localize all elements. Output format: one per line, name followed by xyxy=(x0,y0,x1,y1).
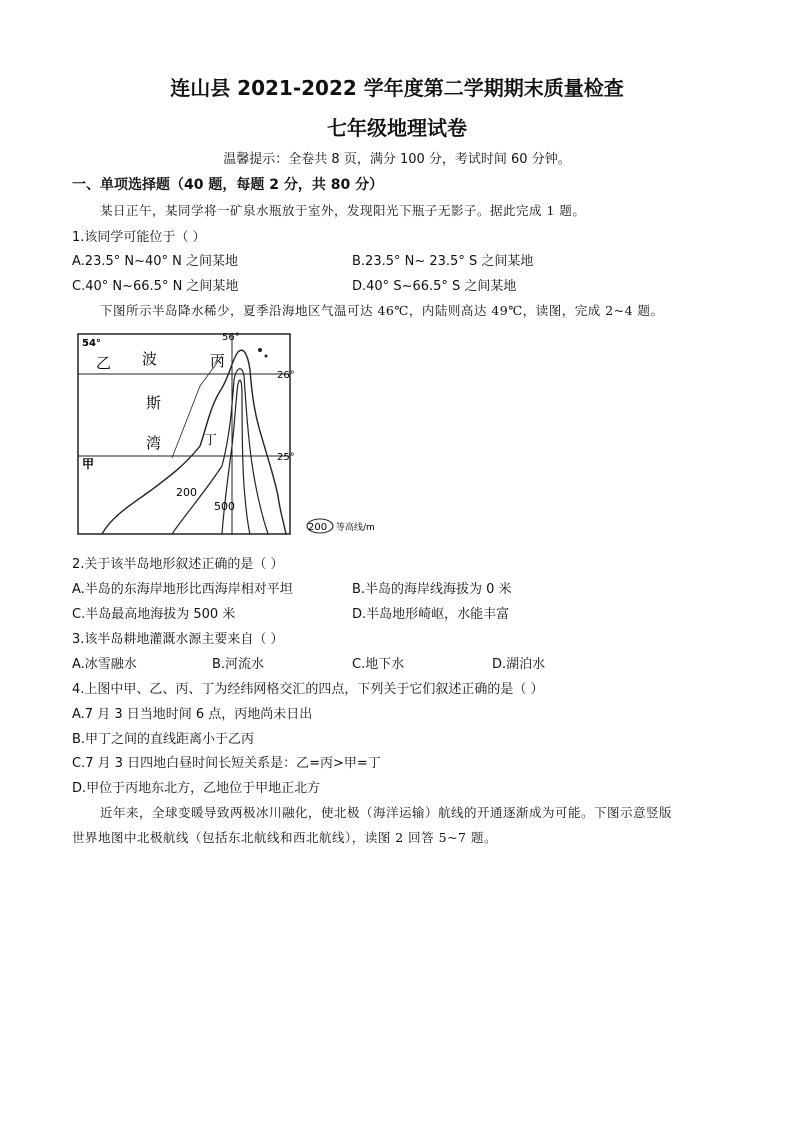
q4-option-d: D.甲位于丙地东北方，乙地位于甲地正北方 xyxy=(72,781,321,796)
q4-stem: 4.上图中甲、乙、丙、丁为经纬网格交汇的四点，下列关于它们叙述正确的是（ ） xyxy=(72,682,544,697)
q4-option-a: A.7 月 3 日当地时间 6 点，丙地尚未日出 xyxy=(72,707,313,722)
q2-option-d: D.半岛地形崎岖，水能丰富 xyxy=(352,607,510,622)
q2-option-a: A.半岛的东海岸地形比西海岸相对平坦 xyxy=(72,582,293,597)
legend-text: 等高线/m xyxy=(336,523,375,533)
q3-option-d: D.湖泊水 xyxy=(492,657,546,672)
q5-7-intro-line2: 世界地图中北极航线（包括东北航线和西北航线），读图 2 回答 5~7 题。 xyxy=(72,830,497,845)
label-yi: 乙 xyxy=(96,354,112,372)
label-bo: 波 xyxy=(142,350,158,368)
section-heading: 一、单项选择题（40 题，每题 2 分，共 80 分） xyxy=(72,177,384,193)
q4-option-c: C.7 月 3 日四地白昼时间长短关系是：乙=丙>甲=丁 xyxy=(72,756,381,771)
q1-option-b: B.23.5° N~ 23.5° S 之间某地 xyxy=(352,254,534,269)
label-contour-200: 200 xyxy=(176,486,197,499)
q1-stem: 1.该同学可能位于（ ） xyxy=(72,230,206,245)
exam-tip: 温馨提示：全卷共 8 页，满分 100 分，考试时间 60 分钟。 xyxy=(223,152,571,167)
q1-option-c: C.40° N~66.5° N 之间某地 xyxy=(72,279,239,294)
label-lon-56: 56° xyxy=(222,332,240,343)
q5-7-intro-line1: 近年来，全球变暖导致两极冰川融化，使北极（海洋运输）航线的开通逐渐成为可能。下图示意竖版 xyxy=(100,805,673,820)
q2-stem: 2.关于该半岛地形叙述正确的是（ ） xyxy=(72,557,284,572)
label-ding: 丁 xyxy=(204,433,218,448)
q4-option-b: B.甲丁之间的直线距离小于乙丙 xyxy=(72,732,255,747)
q2-option-b: B.半岛的海岸线海拔为 0 米 xyxy=(352,582,512,597)
q1-option-a: A.23.5° N~40° N 之间某地 xyxy=(72,254,239,269)
islet xyxy=(258,348,262,352)
label-lat-54: 54° xyxy=(82,338,101,349)
q1-option-d: D.40° S~66.5° S 之间某地 xyxy=(352,279,517,294)
label-si: 斯 xyxy=(146,394,162,412)
page-subtitle: 七年级地理试卷 xyxy=(327,116,467,140)
q3-option-a: A.冰雪融水 xyxy=(72,657,137,672)
q3-stem: 3.该半岛耕地灌溉水源主要来自（ ） xyxy=(72,632,284,647)
q3-option-b: B.河流水 xyxy=(212,657,265,672)
page-title: 连山县 2021-2022 学年度第二学期期末质量检查 xyxy=(170,76,624,100)
coastline xyxy=(102,350,286,534)
label-jia: 甲 xyxy=(82,457,95,471)
q2-4-intro: 下图所示半岛降水稀少，夏季沿海地区气温可达 46℃，内陆则高达 49℃，读图，完成 2~4 题。 xyxy=(100,303,664,318)
label-bing: 丙 xyxy=(210,352,226,370)
label-lat-26: 26° xyxy=(277,370,295,381)
q2-option-c: C.半岛最高地海拔为 500 米 xyxy=(72,607,236,622)
q1-intro: 某日正午，某同学将一矿泉水瓶放于室外，发现阳光下瓶子无影子。据此完成 1 题。 xyxy=(100,203,586,218)
label-contour-500: 500 xyxy=(214,500,235,513)
legend-value: 200 xyxy=(308,522,328,533)
q3-option-c: C.地下水 xyxy=(352,657,405,672)
label-lat-25: 25° xyxy=(277,452,295,463)
peninsula-map xyxy=(72,326,392,542)
islet xyxy=(265,355,268,358)
label-wan: 湾 xyxy=(146,434,162,452)
